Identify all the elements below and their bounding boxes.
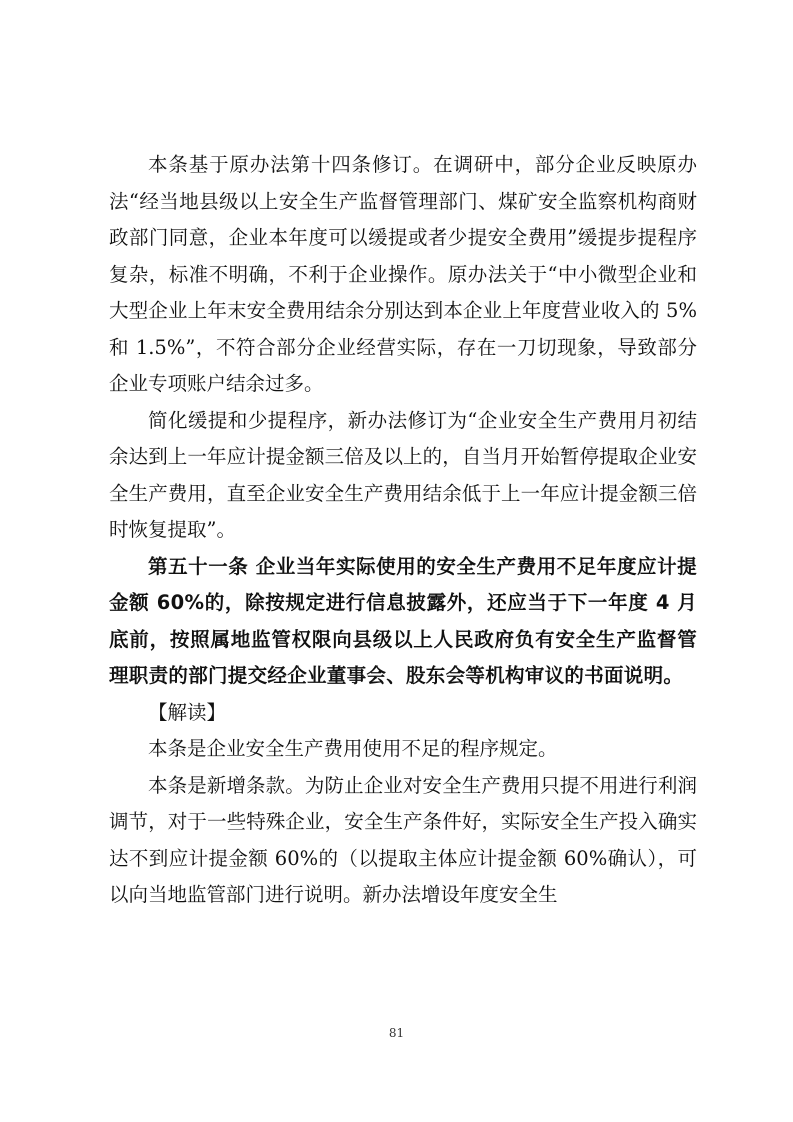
document-body: [109, 147, 697, 914]
interpretation-heading: 【解读】: [148, 700, 227, 724]
paragraph-revision-background: 本条基于原办法第十四条修订。在调研中，部分企业反映原办法“经当地县级以上安全生产监督管理部门、煤矿安全监察机构商财政部门同意，企业本年度可以缓提或者少提安全费用”缓提步提程序复杂，标准不明确，不利于企业操作。原办法关于“中小微型企业和大型企业上年末安全费用结余分别达到本企业上年度营业收入的 5%和 1.5%”，不符合部分企业经营实际，存在一刀切现象，导致部分企业专项账户结余过多。: [109, 153, 697, 395]
paragraph-simplified-procedure: 简化缓提和少提程序，新办法修订为“企业安全生产费用月初结余达到上一年应计提金额三倍及以上的，自当月开始暂停提取企业安全生产费用，直至企业安全生产费用结余低于上一年应计提金额三倍时恢复提取”。: [109, 408, 697, 541]
paragraph-article-purpose: 本条是企业安全生产费用使用不足的程序规定。: [148, 737, 558, 760]
page-number: 81: [388, 1026, 405, 1040]
article-51-text: 第五十一条 企业当年实际使用的安全生产费用不足年度应计提金额 60%的，除按规定进行信息披露外，还应当于下一年度 4 月底前，按照属地监管权限向县级以上人民政府负有安全生产监督管理职责的部门提交经企业董事会、股东会等机构审议的书面说明。: [109, 554, 697, 687]
paragraph-new-clause: 本条是新增条款。为防止企业对安全生产费用只提不用进行利润调节，对于一些特殊企业，安全生产条件好，实际安全生产投入确实达不到应计提金额 60%的（以提取主体应计提金额 60%确认），可以向当地监管部门进行说明。新办法增设年度安全生: [109, 773, 697, 906]
